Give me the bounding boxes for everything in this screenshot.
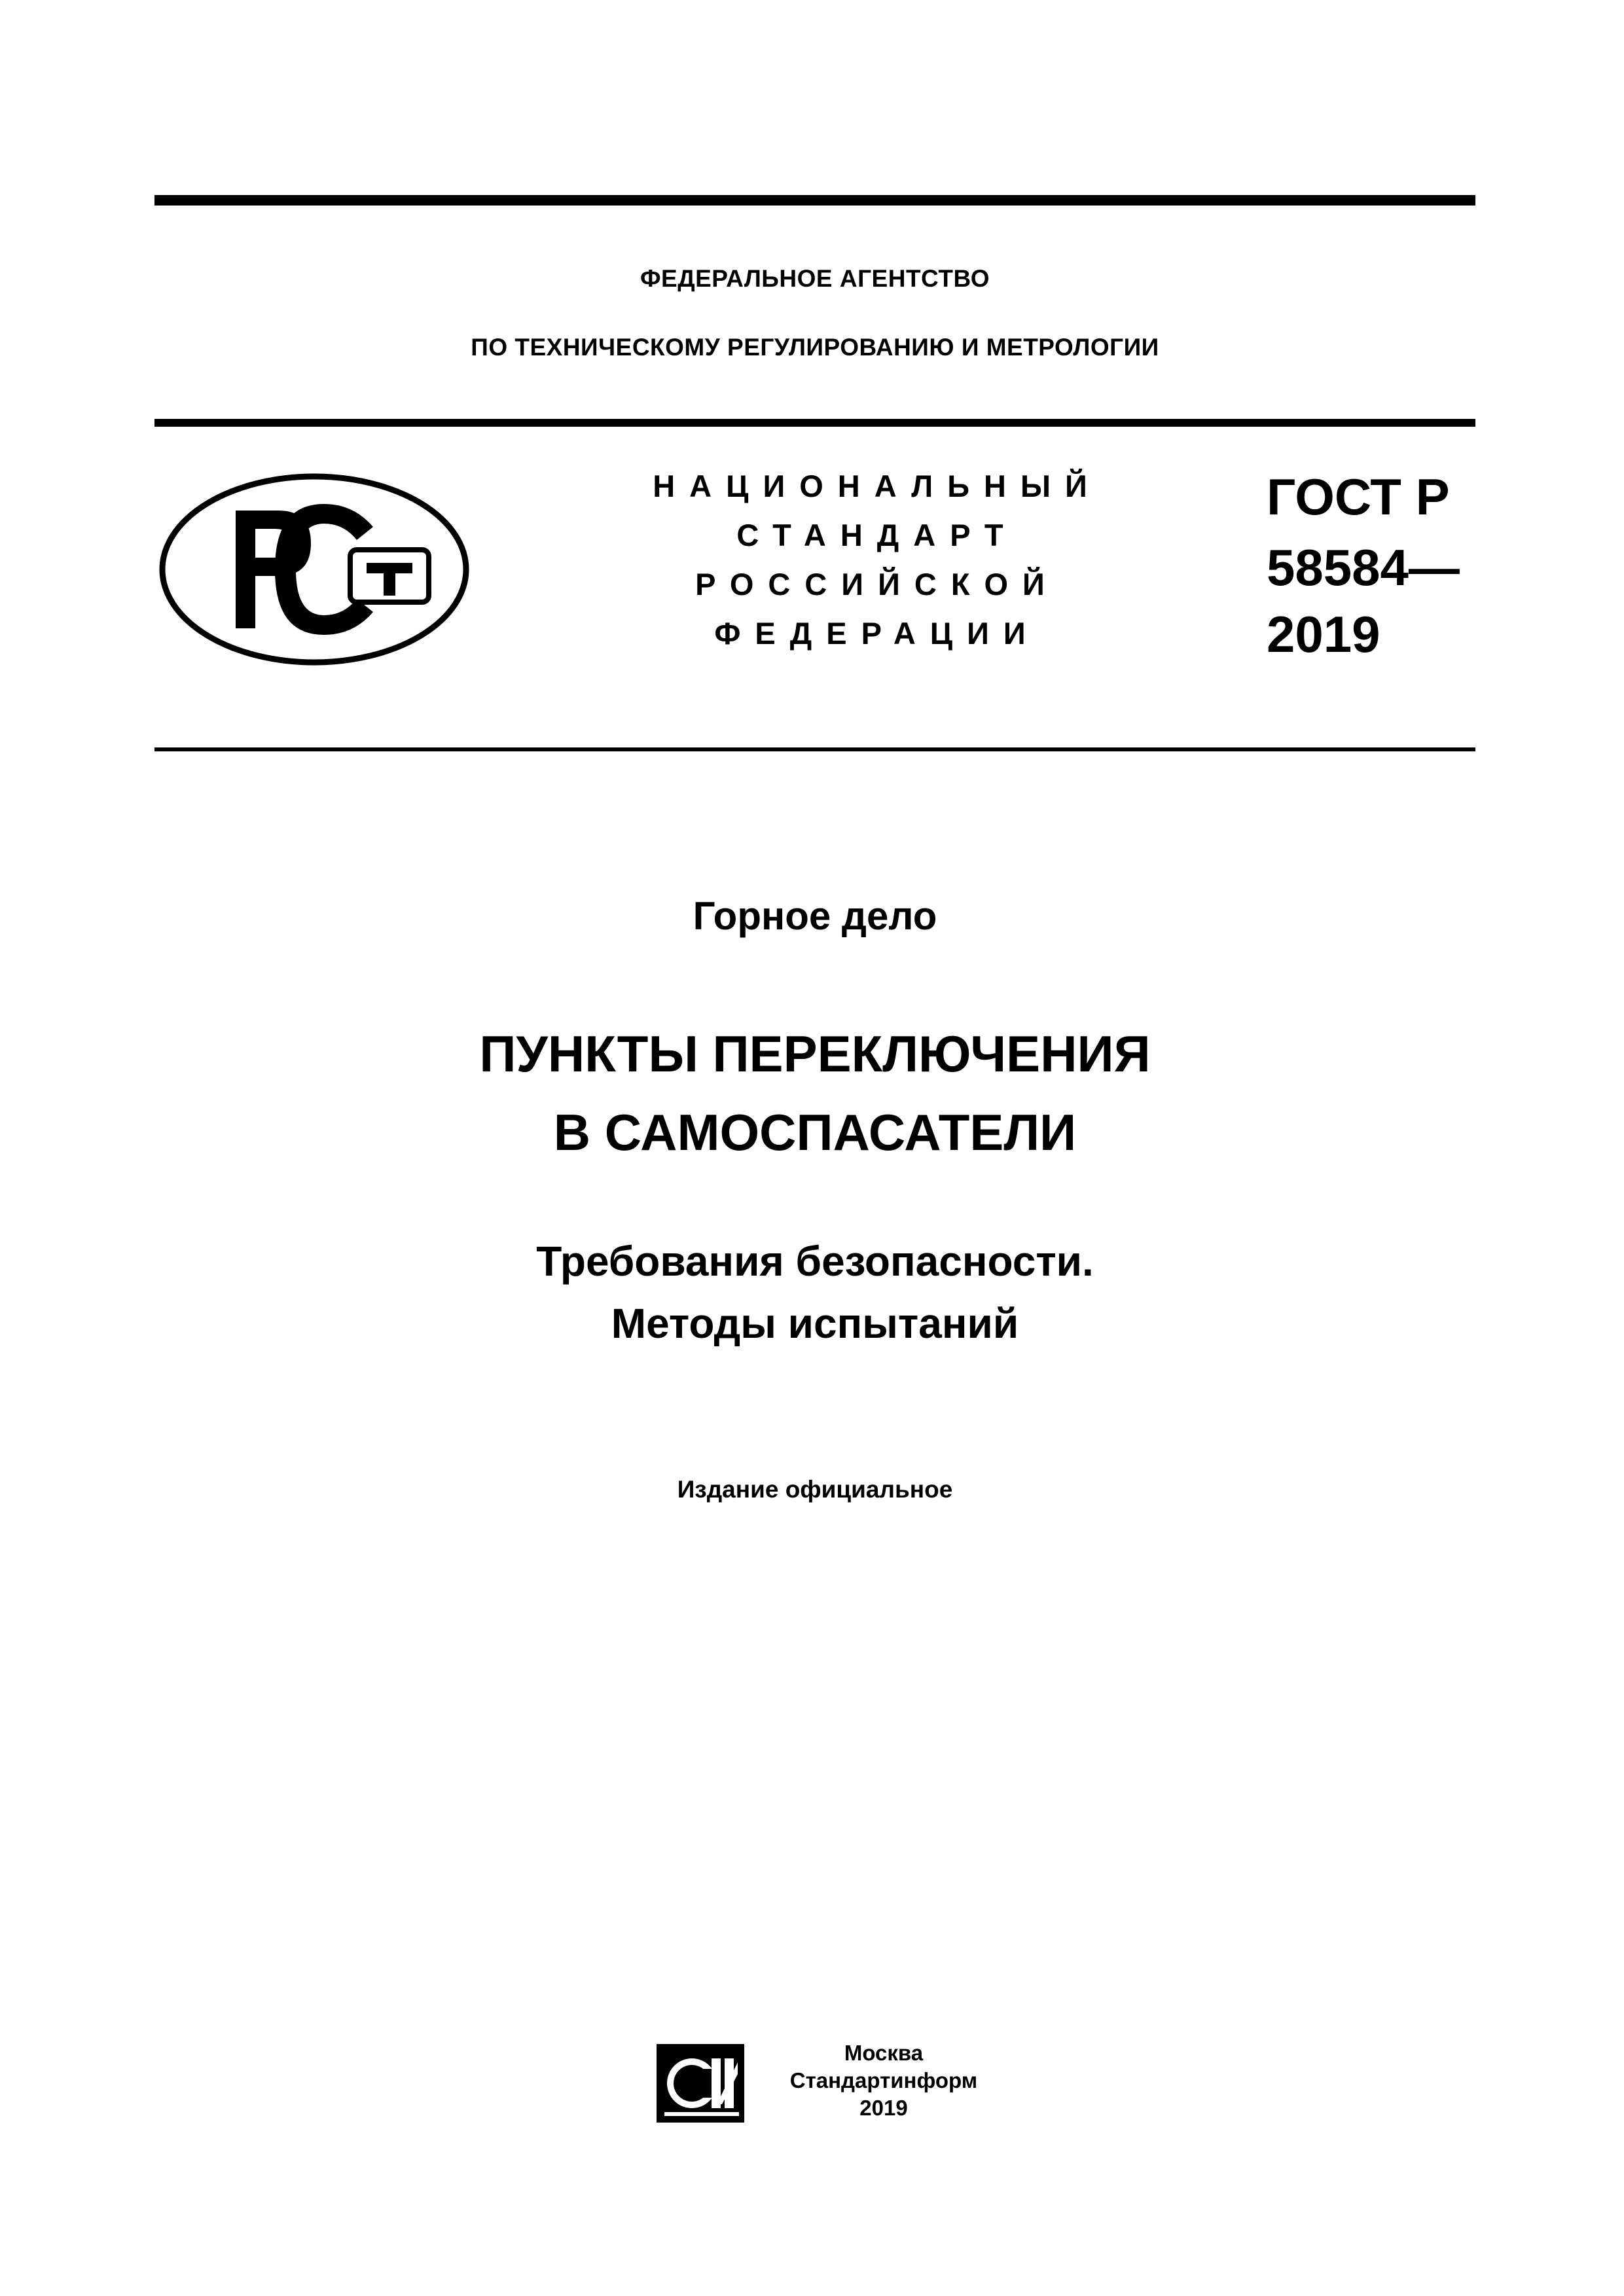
top-rule [154,195,1475,206]
gost-designation-line-3: 2019 [1267,605,1380,663]
agency-line-1: ФЕДЕРАЛЬНОЕ АГЕНТСТВО [640,265,990,292]
document-subtitle-line-1: Требования безопасности. [536,1238,1094,1285]
document-title-line-1: ПУНКТЫ ПЕРЕКЛЮЧЕНИЯ [479,1025,1151,1083]
publisher-year: 2019 [859,2096,908,2120]
standartinform-logo-icon [651,2039,749,2127]
subject-heading: Горное дело [693,894,937,938]
gost-designation-line-2: 58584— [1267,539,1460,596]
document-subtitle-line-2: Методы испытаний [611,1300,1019,1347]
rst-emblem-icon [157,471,471,668]
publisher-name: Стандартинформ [789,2068,978,2092]
gost-designation-line-1: ГОСТ Р [1267,468,1450,526]
edition-note: Издание официальное [677,1476,953,1503]
standard-type-line-3: РОССИЙСКОЙ [695,567,1059,601]
standard-type-line-2: СТАНДАРТ [736,518,1018,552]
agency-line-2: ПО ТЕХНИЧЕСКОМУ РЕГУЛИРОВАНИЮ И МЕТРОЛОГИИ [471,334,1159,361]
agency-rule [154,419,1475,427]
standard-type-line-1: НАЦИОНАЛЬНЫЙ [653,469,1102,503]
header-rule [154,747,1475,751]
publisher-city: Москва [844,2041,924,2065]
document-title-line-2: В САМОСПАСАТЕЛИ [553,1103,1077,1161]
standard-type-line-4: ФЕДЕРАЦИИ [714,616,1040,651]
